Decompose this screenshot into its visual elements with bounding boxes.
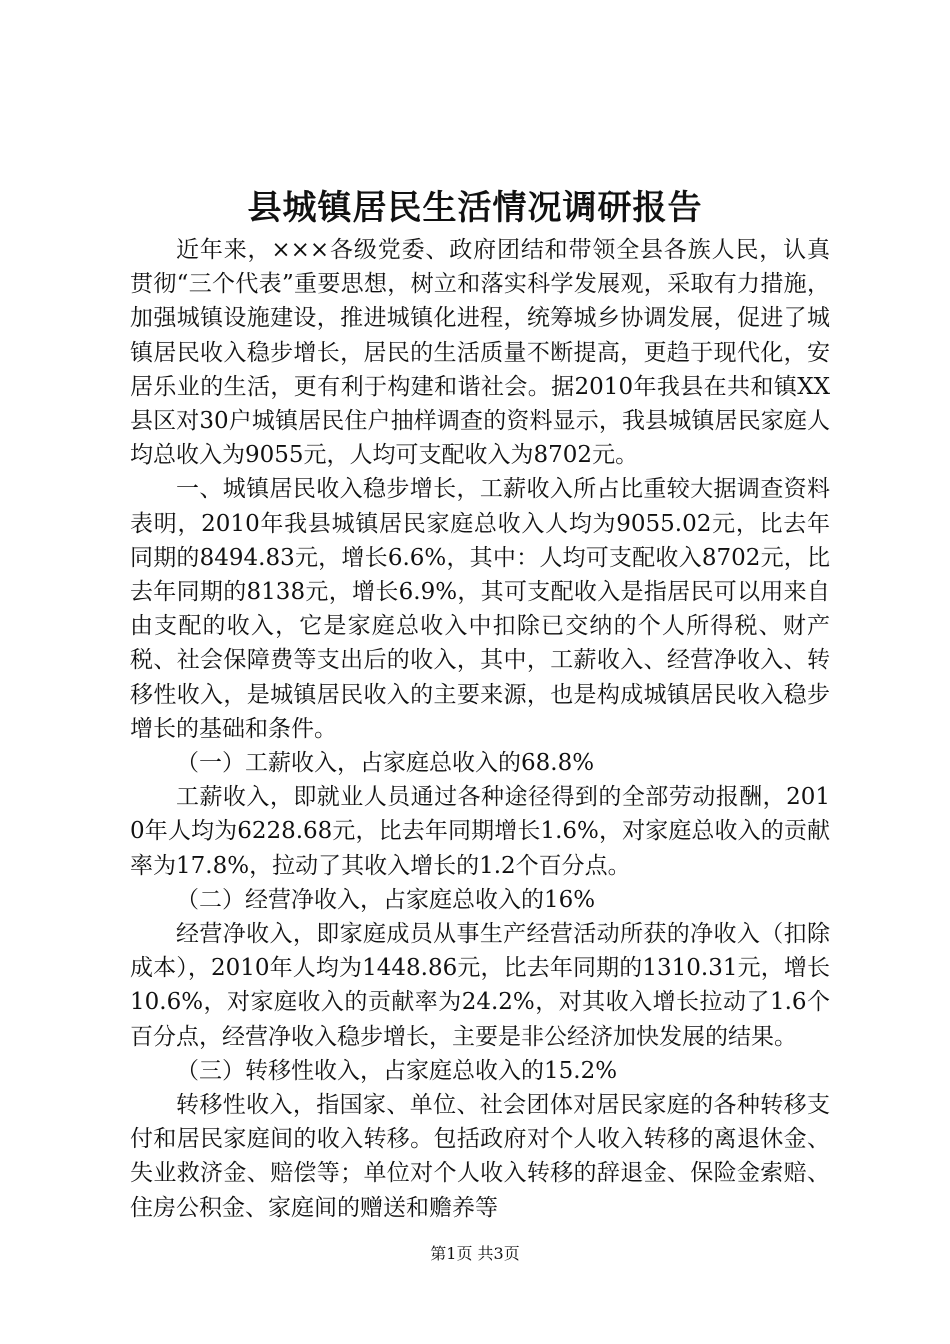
paragraph-business-income: 经营净收入，即家庭成员从事生产经营活动所获的净收入（扣除成本），2010年人均为1448.86元，比去年同期的1310.31元，增长10.6%，对家庭收入的贡献率为24.2%，对其收入增长拉动了1.6个百分点，经营净收入稳步增长，主要是非公经济加快发展的结果。 (130, 921, 830, 1050)
paragraph-intro: 近年来，×××各级党委、政府团结和带领全县各族人民，认真贯彻“三个代表”重要思想，树立和落实科学发展观，采取有力措施，加强城镇设施建设，推进城镇化进程，统筹城乡协调发展，促进了城镇居民收入稳步增长，居民的生活质量不断提高，更趋于现代化，安居乐业的生活，更有利于构建和谐社会。据2010年我县在共和镇XX县区对30户城镇居民住户抽样调查的资料显示，我县城镇居民家庭人均总收入为9055元，人均可支配收入为8702元。 (130, 237, 830, 469)
paragraph-transfer-income: 转移性收入，指国家、单位、社会团体对居民家庭的各种转移支付和居民家庭间的收入转移。包括政府对个人收入转移的离退休金、失业救济金、赔偿等；单位对个人收入转移的辞退金、保险金索赔、住房公积金、家庭间的赠送和赡养等 (130, 1092, 830, 1221)
subheading-business-income: （二）经营净收入，占家庭总收入的16% (176, 886, 596, 913)
paragraph-section-1: 一、城镇居民收入稳步增长，工薪收入所占比重较大据调查资料表明，2010年我县城镇居民家庭总收入人均为9055.02元，比去年同期的8494.83元，增长6.6%，其中：人均可支配收入8702元，比去年同期的8138元，增长6.9%，其可支配收入是指居民可以用来自由支配的收入，它是家庭总收入中扣除已交纳的个人所得税、财产税、社会保障费等支出后的收入，其中，工薪收入、经营净收入、转移性收入，是城镇居民收入的主要来源，也是构成城镇居民收入稳步增长的基础和条件。 (130, 476, 830, 742)
page-number-footer: 第1页 共3页 (430, 1244, 520, 1263)
subheading-wage-income: （一）工薪收入，占家庭总收入的68.8% (176, 750, 595, 777)
paragraph-wage-income: 工薪收入，即就业人员通过各种途径得到的全部劳动报酬，2010年人均为6228.68元，比去年同期增长1.6%，对家庭总收入的贡献率为17.8%，拉动了其收入增长的1.2个百分点。 (130, 784, 830, 879)
document-body (130, 233, 830, 1225)
subheading-transfer-income: （三）转移性收入，占家庭总收入的15.2% (176, 1057, 618, 1084)
document-title: 县城镇居民生活情况调研报告 (247, 188, 703, 228)
